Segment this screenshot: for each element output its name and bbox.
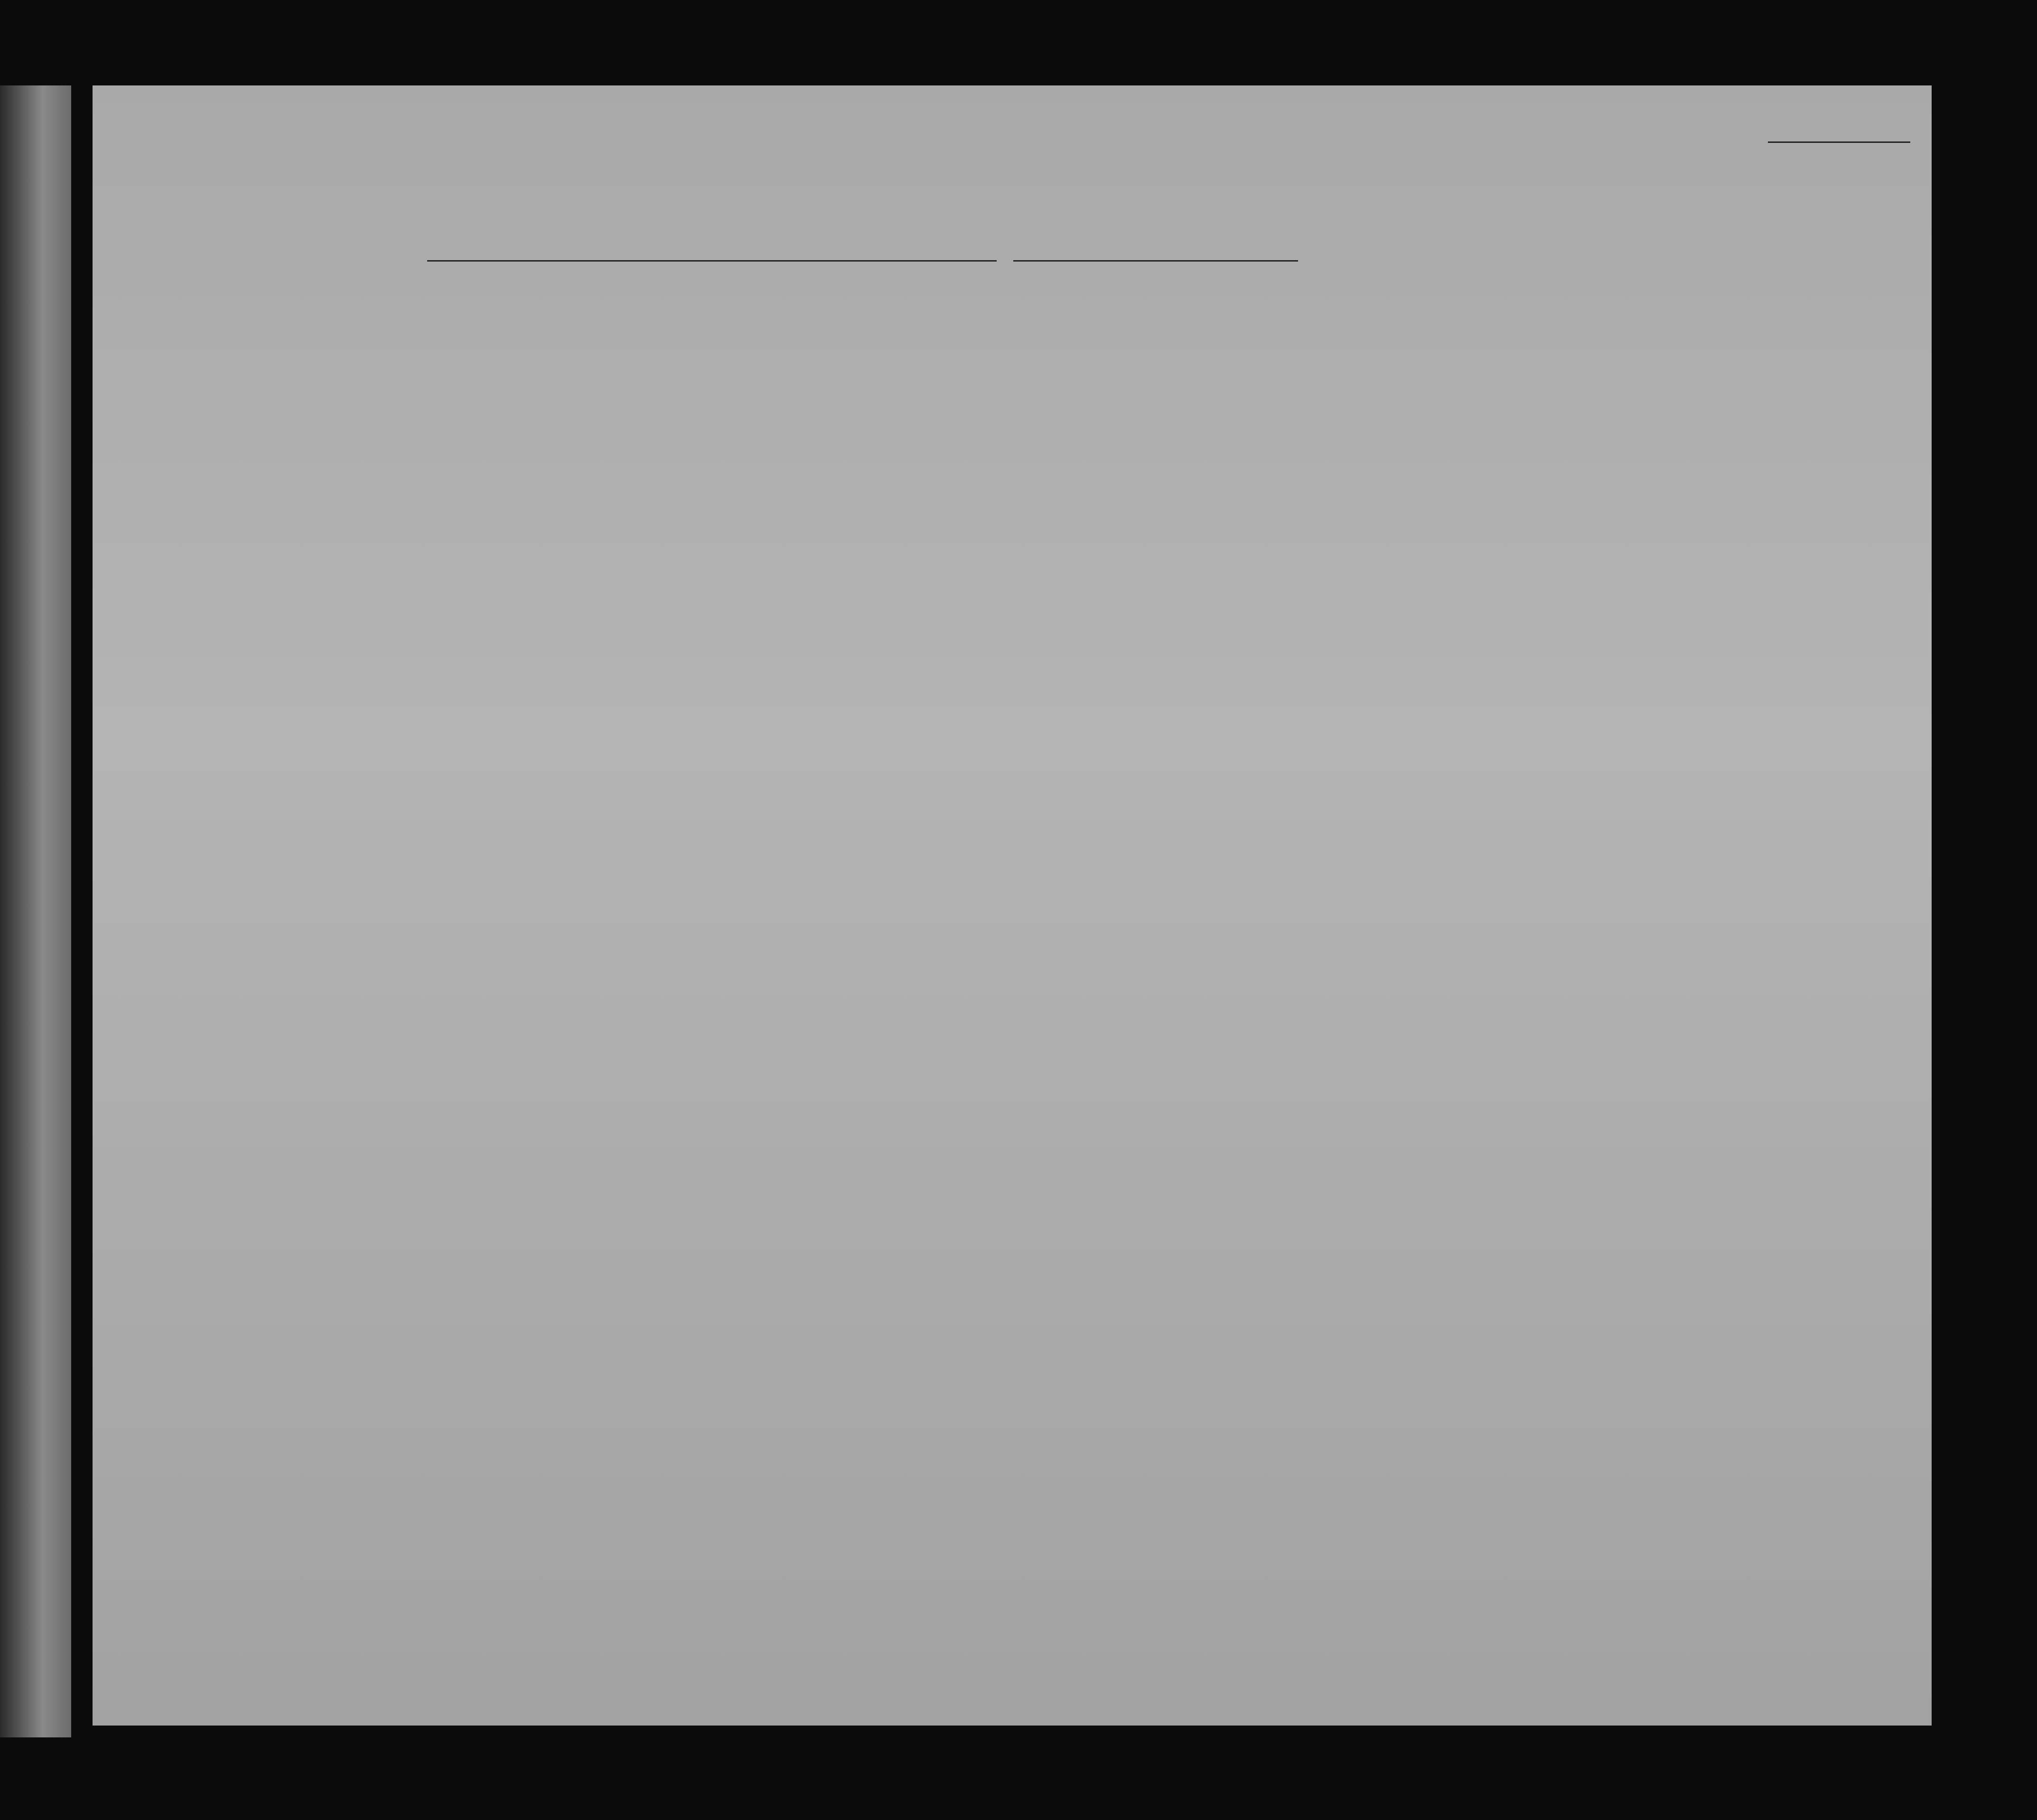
manifest-sheet <box>93 85 1932 1726</box>
arrival-date <box>1013 260 1298 262</box>
arrival-port <box>427 260 997 262</box>
list-label-line <box>1768 141 1910 143</box>
adjacent-page-edge <box>0 85 71 1737</box>
